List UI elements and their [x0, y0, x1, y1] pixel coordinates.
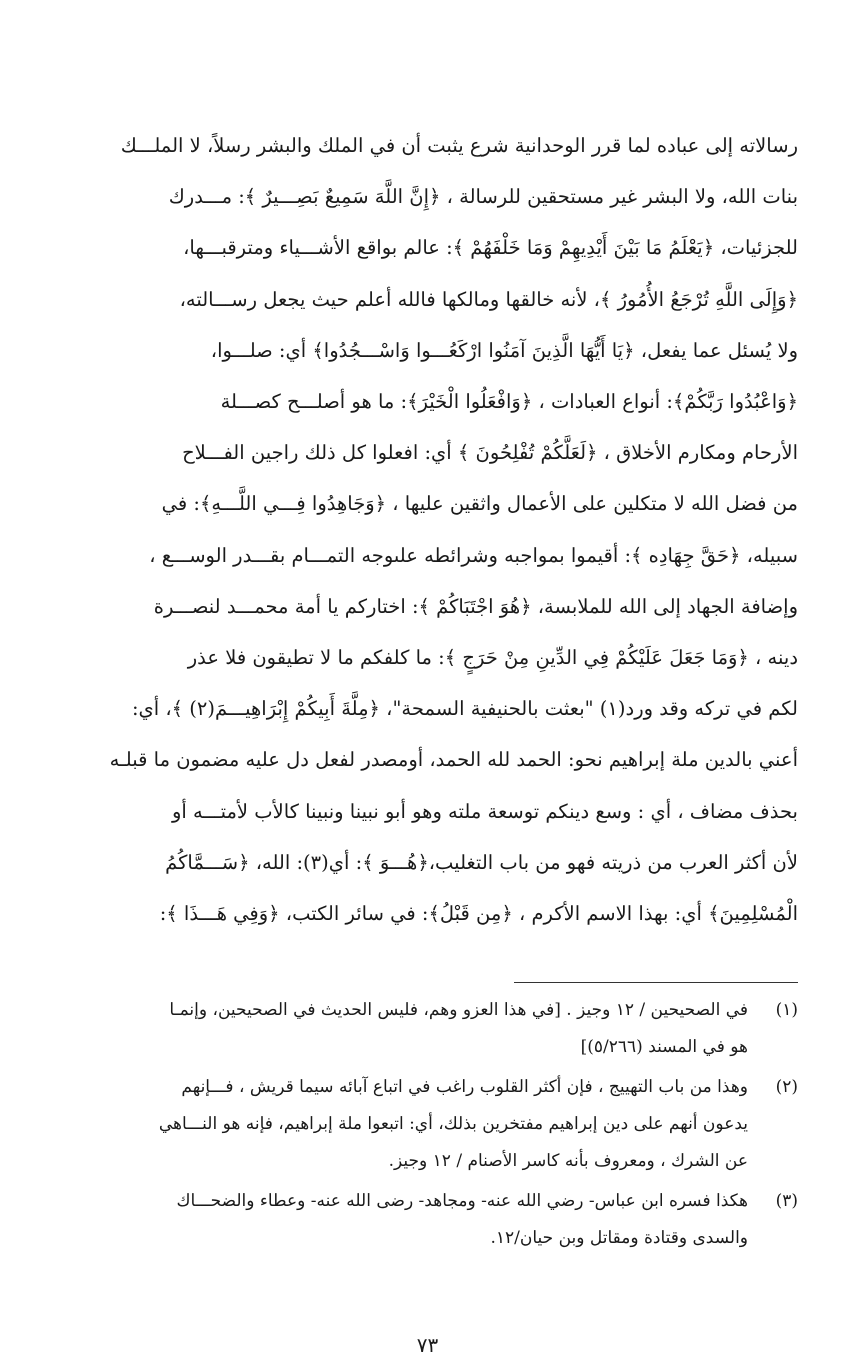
text-line: دينه ، ﴿وَمَا جَعَلَ عَلَيْكُمْ فِي الدِّينِ مِنْ حَرَجٍ ﴾: ما كلفكم ما لا تطيقون فلا عذر	[187, 646, 798, 670]
text-line: وإضافة الجهاد إلى الله للملابسة، ﴿هُوَ اجْتَبَاكُمْ ﴾: اختاركم يا أمة محمـــد لنصـــرة	[153, 594, 798, 618]
text-line: رسالاته إلى عباده لما قرر الوحدانية شرع يثبت أن في الملك والبشر رسلاً، لا الملـــك	[120, 134, 798, 157]
footnote-line: وهذا من باب التهييج ، فإن أكثر القلوب راغب في اتباع آبائه سيما قريش ، فـــإنهم	[181, 1077, 748, 1097]
text-line: أعني بالدين ملة إبراهيم نحو: الحمد لله الحمد، أومصدر لفعل دل عليه مضمون ما قبلـه	[109, 748, 798, 772]
text-line: ولا يُسئل عما يفعل، ﴿يَا أَيُّهَا الَّذِينَ آمَنُوا ارْكَعُـــوا وَاسْـــجُدُوا﴾ أي: صلـــوا،	[210, 338, 798, 362]
text-line: للجزئيات، ﴿يَعْلَمُ مَا بَيْنَ أَيْدِيهِمْ وَمَا خَلْفَهُمْ ﴾: عالم بواقع الأشـــياء ومترقبـــها،	[183, 236, 798, 260]
footnote-2	[46, 1069, 798, 1180]
footnote-marker: (١)	[775, 1000, 798, 1020]
text-line: لأن أكثر العرب من ذريته فهو من باب التغليب،﴿هُـــوَ ﴾: أي(٣): الله، ﴿سَـــمَّاكُمُ	[165, 850, 798, 874]
footnote-marker: (٢)	[775, 1077, 798, 1097]
footnotes	[46, 992, 798, 1260]
footnote-3	[46, 1183, 798, 1257]
text-line: ﴿وَإِلَى اللَّهِ تُرْجَعُ الأُمُورُ ﴾، لأنه خالقها ومالكها فالله أعلم حيث يجعل رســـالته،	[179, 287, 798, 311]
main-text	[46, 120, 798, 939]
text-line: بحذف مضاف ، أي : وسع دينكم توسعة ملته وهو أبو نبينا ونبينا كالأب لأمتـــه أو	[171, 799, 798, 823]
footnote-marker: (٣)	[775, 1191, 798, 1211]
footnote-line: هو في المسند (٥/٢٦٦)]	[580, 1037, 748, 1057]
page-number: ٧٣	[416, 1333, 439, 1357]
footnote-line: هكذا فسره ابن عباس- رضي الله عنه- ومجاهد- رضى الله عنه- وعطاء والضحـــاك	[176, 1191, 748, 1211]
footnote-separator	[514, 982, 798, 983]
text-line: الأرحام ومكارم الأخلاق ، ﴿لَعَلَّكُمْ تُفْلِحُونَ ﴾ أي: افعلوا كل ذلك راجين الفـــلاح	[182, 441, 798, 465]
text-line: سبيله، ﴿حَقَّ جِهَادِه ﴾: أقيموا بمواجبه وشرائطه علىوجه التمـــام بقـــدر الوســـع ،	[149, 543, 798, 567]
text-line: بنات الله، ولا البشر غير مستحقين للرسالة ، ﴿إِنَّ اللَّهَ سَمِيعٌ بَصِـــيرٌ ﴾: مـــدرك	[168, 185, 798, 209]
text-line: من فضل الله لا متكلين على الأعمال واثقين عليها ، ﴿وَجَاهِدُوا فِـــي اللَّـــهِ﴾: في	[161, 492, 798, 516]
footnote-line: في الصحيحين / ١٢ وجيز . [في هذا العزو وهم، فليس الحديث في الصحيحين، وإنمـا	[169, 1000, 748, 1020]
text-line: الْمُسْلِمِينَ﴾ أي: بهذا الاسم الأكرم ، ﴿مِن قَبْلُ﴾: في سائر الكتب، ﴿وَفِي هَـــذَا ﴾:	[159, 902, 798, 926]
footnote-1	[46, 992, 798, 1066]
footnote-line: عن الشرك ، ومعروف بأنه كاسر الأصنام / ١٢ وجيز.	[388, 1151, 748, 1171]
text-line: لكم في تركه وقد ورد(١) "بعثت بالحنيفية السمحة"، ﴿مِلَّةَ أَبِيكُمْ إِبْرَاهِيـــمَ(٢) ﴾، أي:	[131, 697, 798, 721]
footnote-line: يدعون أنهم على دين إبراهيم مفتخرين بذلك، أي: اتبعوا ملة إبراهيم، فإنه هو النـــاهي	[158, 1114, 748, 1134]
text-line: ﴿وَاعْبُدُوا رَبَّكُمْ﴾: أنواع العبادات ، ﴿وَافْعَلُوا الْخَيْرَ﴾: ما هو أصلـــح كصـــلة	[220, 390, 798, 414]
footnote-line: والسدى وقتادة ومقاتل وبن حيان/١٢.	[490, 1228, 748, 1248]
